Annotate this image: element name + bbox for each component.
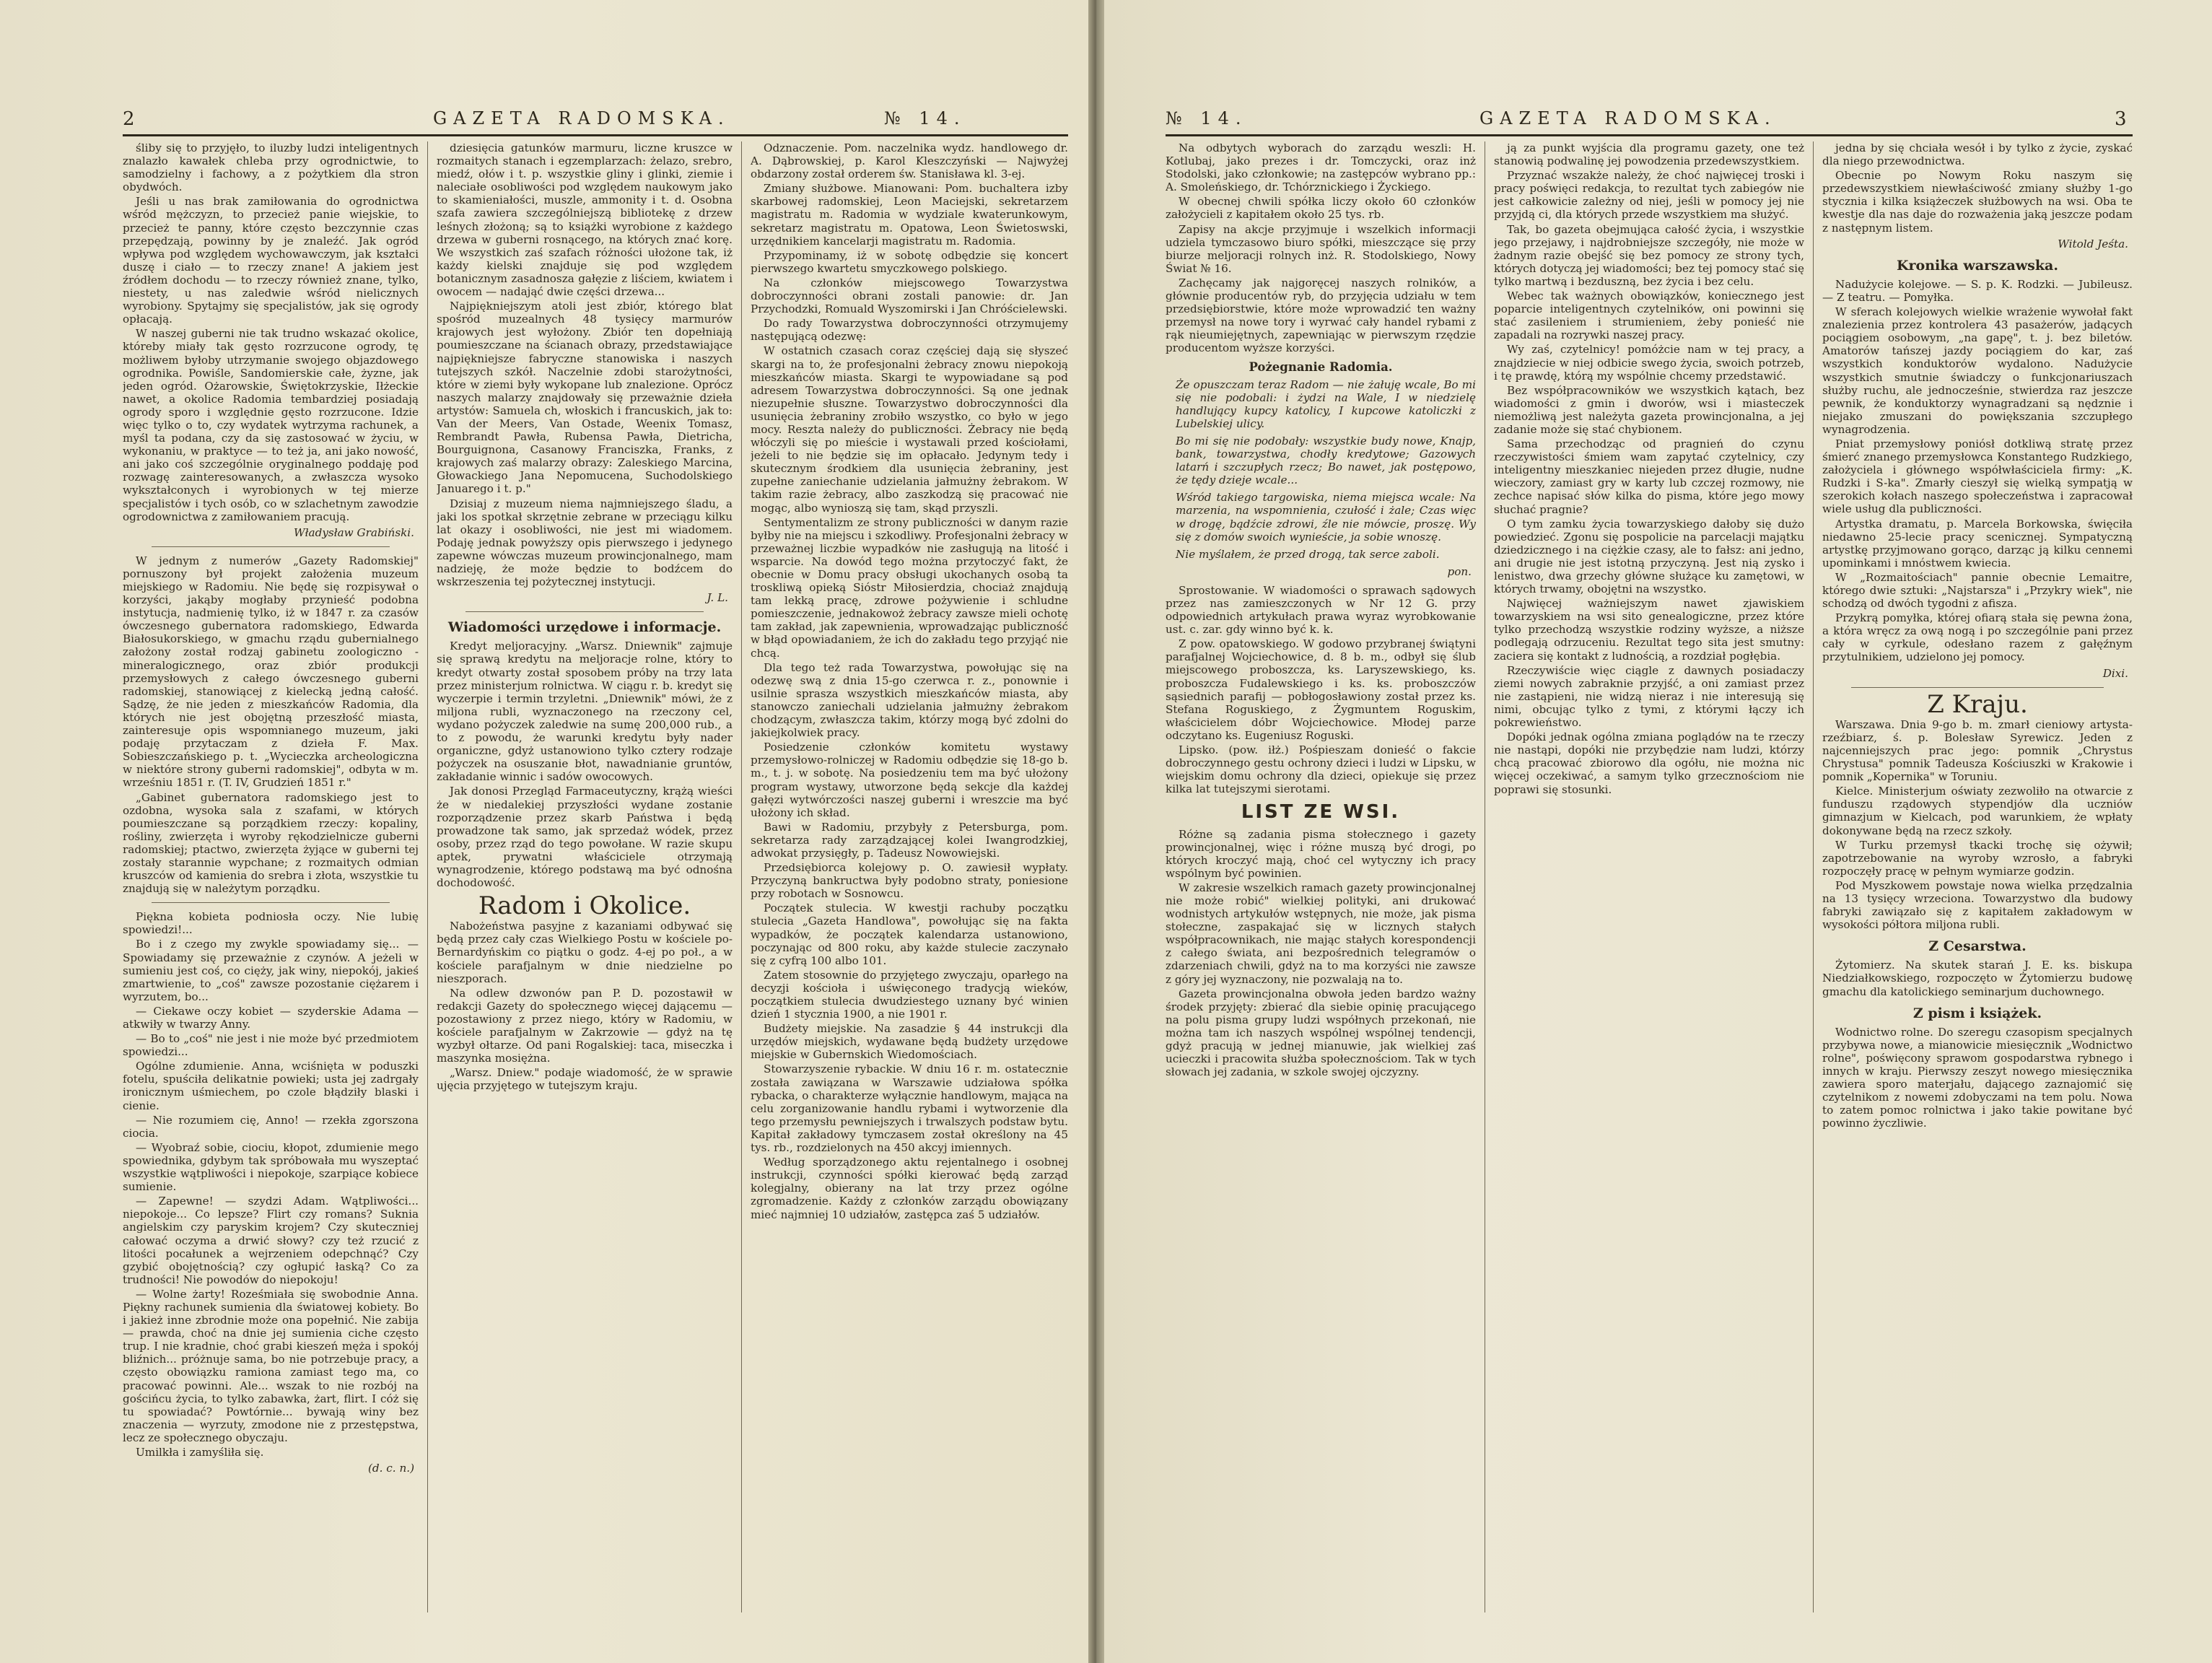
paragraph: Zapisy na akcje przyjmuje i wszelkich informacji udziela tymczasowo biuro spółki, mieszczące się przy biurze meljoracji rolnych inż. R. Stodolskiego, Nowy Świat № 16. bbox=[1166, 222, 1476, 275]
paragraph: Do rady Towarzystwa dobroczynności otrzymujemy następującą odezwę: bbox=[751, 317, 1068, 344]
poem-stanza: Nie myślałem, że przed drogą, tak serce zaboli. bbox=[1176, 547, 1440, 561]
paragraph: Wodnictwo rolne. Do szeregu czasopism specjalnych przybywa nowe, a mianowicie miesięcznik „Wodnictwo rolne", poświęcony sprawom gospodarstwa rybnego i innych w kraju. Pierwszy zeszyt nowego miesięcznika zawiera sporo materjału, dającego zaznajomić się czytelnikom z nowemi zdobyczami na tem polu. Nowa to zatem pomoc rolnictwa i jako takie powitane być powinno życzliwie. bbox=[1822, 1025, 2133, 1130]
paragraph: Piękna kobieta podniosła oczy. Nie lubię spowiedzi!... bbox=[123, 910, 419, 937]
divider bbox=[152, 546, 390, 547]
paragraph: Na odlew dzwonów pan P. D. pozostawił w redakcji Gazety do społecznego więcej dającemu — pozostawiony z przez niego, który w Radomiu, w kościele parafjalnym w Zakrzowie — gdyż na tę wyzbył ołtarze. Od pani Rogalskiej: taca, miseczka i maszynka mosiężna. bbox=[437, 986, 733, 1065]
column-rule bbox=[427, 141, 428, 1612]
right-column-1 bbox=[1166, 141, 1476, 1634]
paragraph: Przykrą pomyłka, której ofiarą stała się pewna żona, a która wręcz za ową nogą i po szczególnie pani przez cały w cyrkule, odesłano razem z gałęźnym przytulnikiem, udzielono jej pomocy. bbox=[1822, 611, 2133, 664]
issue-label: № 14. bbox=[1166, 108, 1248, 128]
paragraph: Odznaczenie. Pom. naczelnika wydz. handlowego dr. A. Dąbrowskiej, p. Karol Kleszczyński — Najwyżej obdarzony został orderem św. Stanisława kl. 3-ej. bbox=[751, 141, 1068, 181]
paragraph: W jednym z numerów „Gazety Radomskiej" pornuszony był projekt założenia muzeum miejskiego w Radomiu. Nie będę się rozpisywał o korzyści, jakąby mogłaby przynieść podobna instytucja, nadmienię tylko, iż w 1847 r. za czasów ówczesnego gubernatora radomskiego, Edwarda Białosukorskiego, w gmachu rządu gubernialnego założony został rodzaj gabinetu zoologiczno - mineralogicznego, oraz zbiór produkcji przemysłowych z całego ówczesnego guberni radomskiej, stanowiącej z kielecką jedną całość. Sądzę, że nie jeden z mieszkańców Radomia, dla których nie jest obojętną przeszłość miasta, zainteresuje opis wspomnianego muzeum, jaki podaję przytaczam z dzieła F. Max. Sobieszczańskiego p. t. „Wycieczka archeologiczna w niektóre strony guberni radomskiej", odbyta w m. wrześniu 1851 r. (T. IV, Grudzień 1851 r." bbox=[123, 554, 419, 790]
paragraph: — Bo to „coś" nie jest i nie może być przedmiotem spowiedzi... bbox=[123, 1032, 419, 1059]
paragraph: Żytomierz. Na skutek starań J. E. ks. biskupa Niedziałkowskiego, rozpoczęto w Żytomierzu budowę gmachu dla katolickiego seminarjum duchownego. bbox=[1822, 959, 2133, 998]
masthead-left bbox=[433, 108, 765, 137]
paragraph: Dla tego też rada Towarzystwa, powołując się na odezwę swą z dnia 15-go czerwca r. z., ponownie i usilnie sprasza wszystkich mieszkańców miasta, aby stanowczo zaniechali udzielania jałmużny żebrakom chodzącym, zwłaszcza takim, którzy mogą być zdolni do jakiejkolwiek pracy. bbox=[751, 660, 1068, 740]
book-gutter bbox=[1088, 0, 1104, 1663]
left-column-2 bbox=[437, 141, 733, 1634]
paragraph: Posiedzenie członków komitetu wystawy przemysłowo-rolniczej w Radomiu odbędzie się 18-go b. m., t. j. w sobotę. Na posiedzeniu tem ma być ułożony program wystawy, utworzone będą sekcje dla każdej gałęzi wytwórczości naszej guberni i wreszcie ma być ułożony ich skład. bbox=[751, 741, 1068, 819]
author-signature: J. L. bbox=[707, 591, 728, 605]
header-rule-right bbox=[1166, 134, 2133, 136]
right-column-3 bbox=[1822, 141, 2133, 1634]
paragraph: Początek stulecia. W kwestji rachuby początku stulecia „Gazeta Handlowa", powołując się na fakta wypadków, że początek kalendarza ustanowiono, poczynając od 800 roku, aby każde stulecie zaczynało się z cyfrą 100 albo 101. bbox=[751, 902, 1068, 967]
paragraph: Umilkła i zamyśliła się. bbox=[136, 1446, 264, 1459]
continuation-note: (d. c. n.) bbox=[368, 1462, 414, 1475]
paragraph: Bawi w Radomiu, przybyły z Petersburga, pom. sekretarza rady zarządzającej kolei Iwangrodzkiej, adwokat przysięgły, p. Tadeusz Nowowiejski. bbox=[751, 820, 1068, 860]
paragraph: „Gabinet gubernatora radomskiego jest to ozdobna, wysoka sala z szafami, w których poumieszczane są porządkiem rzeczy: kopaliny, rośliny, zwierzęta i wyroby rękodzielnicze guberni radomskiej; ptactwo, zwierzęta żyjące w guberni tej zostały starannie wypchane; z rozmaitych odmian kruszców od kamienia do srebra i złota, wszystkie tu znajdują się w należytym porządku. bbox=[123, 790, 419, 896]
paragraph: Dopóki jednak ogólna zmiana poglądów na te rzeczy nie nastąpi, dopóki nie przybędzie nam ludzi, którzy chcą pracować zbiorowo dla ogółu, nie można nic więcej oczekiwać, a samym tylko grzecznościom nie poprawi się stosunki. bbox=[1494, 730, 1804, 796]
left-column-1 bbox=[123, 141, 419, 1634]
left-column-3 bbox=[751, 141, 1068, 1634]
paragraph: Bo i z czego my zwykle spowiadamy się... — Spowiadamy się przeważnie z czynów. A jeżeli w sumieniu jest coś, co cięży, jak winy, niepokój, jakieś zmartwienie, to „coś" zawsze pozostanie ciężarem i wyrzutem, bo... bbox=[123, 938, 419, 1003]
paragraph: Nabożeństwa pasyjne z kazaniami odbywać się będą przez cały czas Wielkiego Postu w kościele po-Bernardyńskim co piątku o godz. 4-ej po poł., a w kościele parafjalnym w dnie niedzielne po nieszporach. bbox=[437, 920, 733, 985]
paragraph: O tym zamku życia towarzyskiego dałoby się dużo powiedzieć. Zgonu się pospolicie na parcelacji majątku dziedzicznego i na ciężkie czasy, ale to fałsz: ani jedno, ani drugie nie jest istotną przyczyną. Jest nią zysko i lenistwo, dwa grzechy główne służące ku zamętowi, w których trwamy, obojętni na wszystko. bbox=[1494, 517, 1804, 596]
column-rule bbox=[741, 141, 742, 1612]
paragraph: Jak donosi Przegląd Farmaceutyczny, krążą wieści że w niedalekiej przyszłości wydane zostanie rozporządzenie przez skarb Państwa i będą prowadzone tak samo, jak sprzedaż wódek, przez osoby, przez rząd do tego powołane. W razie skupu aptek, prywatni właściciele otrzymają wynagrodzenie, którego podstawą ma być odnośna dochodowość. bbox=[437, 785, 733, 890]
paragraph: Jeśli u nas brak zamiłowania do ogrodnictwa wśród mężczyzn, to przecież panie wiejskie, to przecież te panny, które często bezczynnie czas przepędzają, powinny by je znaleźć. Jak ogród wpływa pod względem wychowawczym, jak kształci duszę i ciało — to rzeczy znane! A jakiem jest źródłem dochodu — to rzeczy również znane, tylko, niestety, u nas zaledwie wśród nielicznych wyrobiony. Spytajmy się specjalistów, jak się ogrody opłacają. bbox=[123, 195, 419, 326]
author-signature: Witold Jeśta. bbox=[2058, 237, 2128, 250]
paragraph: Według sporządzonego aktu rejentalnego i osobnej instrukcji, czynności spółki kierować będą zarząd kolegjalny, obierany na lat trzy przez ogólne zgromadzenie. Każdy z członków zarządu obowiązany mieć najmniej 10 udziałów, zastępca zaś 5 udziałów. bbox=[751, 1156, 1068, 1221]
section-heading-warsaw-chronicle: Kronika warszawska. bbox=[1897, 257, 2058, 274]
paragraph: „Warsz. Dniew." podaje wiadomość, że w sprawie ujęcia przyjętego w tutejszym kraju. bbox=[437, 1066, 733, 1093]
paragraph: Przedsiębiorca kolejowy p. O. zawiesił wypłaty. Przyczyną bankructwa były podobno straty, poniesione przy robotach w Sosnowcu. bbox=[751, 861, 1068, 901]
paragraph: Różne są zadania pisma stołecznego i gazety prowincjonalnej, więc i różne muszą być drogi, po których kroczyć mają, choć cel wytyczny ich pracy wspólnym być powinien. bbox=[1166, 827, 1476, 880]
paragraph: W „Rozmaitościach" pannie obecnie Lemaitre, którego dwie sztuki: „Najstarsza" i „Przykry wiek", nie schodzą od dwóch tygodni z afisza. bbox=[1822, 570, 2133, 611]
section-heading-country: Z Kraju. bbox=[1927, 689, 2028, 719]
paragraph: W obecnej chwili spółka liczy około 60 członków założycieli z kapitałem około 25 tys. rb. bbox=[1166, 195, 1476, 222]
divider bbox=[152, 902, 390, 903]
issue-number-right bbox=[1166, 108, 1267, 137]
section-heading-radom: Radom i Okolice. bbox=[478, 891, 691, 921]
author-signature: pon. bbox=[1447, 564, 1472, 578]
masthead-right bbox=[1479, 108, 1811, 137]
paragraph: Sprostowanie. W wiadomości o sprawach sądowych przez nas zamieszczonych w Nr 12 G. przy odpowiednich artykułach prawa wyraz wyrobkowanie ust. c. zar. gdy winno być k. k. bbox=[1166, 583, 1476, 637]
paragraph: — Wolne żarty! Roześmiała się swobodnie Anna. Piękny rachunek sumienia dla światowej kobiety. Bo i jakież inne zbrodnie może ona popełnić. Nie zabija — prawda, choć na dnie jej sumienia ciche często trup. I nie kradnie, choć grabi kieszeń męża i spokój bliźnich... próżnuje sama, bo nie potrzebuje pracy, a często obowiązku ramiona zamiast tego ma, co pracować powinni. Ale... wszak to nie rozbój na gościńcu życia, to tylko zabawka, żart, flirt. I cóż się tu spowiadać? Powtórnie... bywają winy bez znaczenia — wyrzuty, zmodone nie z przestępstwa, lecz ze społecznego obyczaju. bbox=[123, 1287, 419, 1444]
paragraph: — Ciekawe oczy kobiet — szyderskie Adama — atkwiły w twarzy Anny. bbox=[123, 1004, 419, 1031]
section-heading-official-news: Wiadomości urzędowe i informacje. bbox=[447, 619, 722, 636]
poem-stanza: Wśród takiego targowiska, niema miejsca wcale: Na marzenia, na wspomnienia, czułość i żale; Czas więc w drogę, bądźcie zdrowi, źle nie mówcie, proszę. Wy się z domów swoich wynieście, ja sobie wnoszę. bbox=[1176, 491, 1476, 544]
paragraph: Przypominamy, iż w sobotę odbędzie się koncert pierwszego kwartetu smyczkowego polskiego. bbox=[751, 248, 1068, 275]
paragraph: ją za punkt wyjścia dla programu gazety, one też stanowią podwalinę jej powodzenia przedewszystkiem. bbox=[1494, 141, 1804, 168]
poem-stanza: Bo mi się nie podobały: wszystkie budy nowe, Knajp, bank, towarzystwa, chodły kredytowe; Gazowych latarń i szczupłych rzecz; Bo nawet, jak postępowo, że tędy dzieje wcale... bbox=[1176, 434, 1476, 487]
poem-title: Pożegnanie Radomia. bbox=[1249, 359, 1393, 374]
paragraph: Na odbytych wyborach do zarządu weszli: H. Kotlubaj, jako prezes i dr. Tomczycki, oraz inż Stodolski, jako członkowie; na zastępców wybrano pp.: A. Smoleńskiego, dr. Tchórznickiego i Życkiego. bbox=[1166, 141, 1476, 194]
section-heading-letter: LIST ZE WSI. bbox=[1241, 801, 1401, 824]
paragraph: Z pow. opatowskiego. W godowo przybranej świątyni parafjalnej Wojciechowice, d. 8 b. m., odbył się ślub miejscowego proboszcza, ks. Laryszewskiego, ks. proboszcza Fudalewskiego i ks. ks. proboszczów sąsiednich parafij — pobłogosławiony został przez ks. Stefana Roguskiego, z Żygmuntem Roguskim, właścicielem dóbr Wojciechowice. Młodej parze odczytano ks. Eugeniusz Roguski. bbox=[1166, 637, 1476, 742]
author-signature: Dixi. bbox=[2102, 666, 2128, 680]
column-rule bbox=[1813, 141, 1814, 1612]
paragraph: Bez współpracowników we wszystkich kątach, bez wiadomości z gmin i dworów, wsi i miasteczek niemożliwą jest należyta gazeta prowincjonalna, a jej zadanie może się stać chybionem. bbox=[1494, 383, 1804, 436]
paragraph: W naszej guberni nie tak trudno wskazać okolice, któreby miały tak gęsto rozrzucone ogrody, tę możliwem byłoby utrzymanie swojego objazdowego ogrodnika. Powiśle, Sandomierskie całe, żyzne, jak jeden ogród. Ożarowskie, Świętokrzyskie, Iłżeckie nawet, a okolice Radomia tembardziej posiadają ogrody sporo i względnie gęsto rozrzucone. Idzie więc tylko o to, czy wydatek wytrzyma rachunek, a myśl ta podana, czy da się zastosować w życiu, w wykonaniu, w praktyce — to też ja, ani jako nowość, ani jako coś szczególnie oryginalnego poddaję pod rozwagę zainteresowanych, a zwłaszcza wysoko wykształconych i wyrobionych w tej mierze specjalistów i tych osób, co w szlachetnym zawodzie ogrodownictwa z zamiłowaniem pracują. bbox=[123, 327, 419, 523]
left-page bbox=[0, 0, 1088, 1663]
paragraph: Sentymentalizm ze strony publiczności w danym razie byłby nie na miejscu i szkodliwy. Profesjonalni żebracy w przeważnej liczbie wypadków nie zasługują na litość i wsparcie. Na dowód tego można przytoczyć fakt, że obecnie w Domu pracy obsługi ukochanych osobą ta troskliwą opieką Sióstr Miłosierdzia, chociaż znajdują tam lekką pracę, zdrowe pożywienie i schludne pomieszczenie, jednakowoż żebracy zawsze mieli ochotę tam zakład, jak zapewnienia, wprowadzając publiczność w błąd opowiadaniem, że ich do zakładu tego przyjąć nie chcą. bbox=[751, 515, 1068, 660]
paragraph: Najwięcej ważniejszym nawet zjawiskiem towarzyskiem na wsi sito genealogiczne, przez które tylko przechodzą wszystkie rodziny wyższe, a niższe podlegają odrzuceniu. Rezultat tego sita jest smutny: zaciera się kontakt z ludnością, a rozdział pogłębia. bbox=[1494, 597, 1804, 663]
paragraph: Tak, bo gazeta obejmująca całość życia, i wszystkie jego przejawy, i najdrobniejsze szczegóły, nie może w żadnym razie obejść się bez pomocy ze strony tych, których dotyczą jej wiadomości; bez tej pomocy stać się tylko martwą i bezduszną, bez życia i bez celu. bbox=[1494, 222, 1804, 288]
page-number-right: 3 bbox=[2115, 108, 2127, 130]
paragraph: Najpiękniejszym atoli jest zbiór, którego blat spośród muzealnych 48 tysięcy marmurów krajowych jest wyłożony. Zbiór ten dopełniają poumieszczane na ścianach obrazy, przedstawiające najpiękniejsze fabryczne stanowiska i naszych tutejszych szkół. Naczelnie zdobi starożytności, które w ziemi były wykopane lub znalezione. Oprócz naszych malarzy znajdowały się przeważnie dzieła artystów: Samuela ch, włoskich i francuskich, jak to: Van der Meers, Van Ostade, Weenix Tomasz, Rembrandt Pawła, Rubensa Pawła, Dietricha, Bourguignona, Casanowy Franciszka, Franks, z krajowych zaś malarzy obrazy: Zaleskiego Marcina, Głowackiego Jana Nepomucena, Suchodolskiego Januarego i t. p." bbox=[437, 300, 733, 496]
issue-number-left bbox=[884, 108, 985, 137]
paragraph: Wy zaś, czytelnicy! pomóżcie nam w tej pracy, a znajdziecie w niej odbicie swego życia, swoich potrzeb, i tę prawdę, którą my wspólnie chcemy przedstawić. bbox=[1494, 343, 1804, 383]
paragraph: Kredyt meljoracyjny. „Warsz. Dniewnik" zajmuje się sprawą kredytu na meljoracje rolne, który to kredyt otwarty został sposobem próby na trzy lata przez ministerjum rolnictwa. W ciągu r. b. kredyt się wyczerpie i termin trzyletni. „Dniewnik" mówi, że z miljona rubli, wyznaczonego na rzeczony cel, wydano pożyczek zaledwie na sumę 200,000 rub., a to z powodu, że warunki kredytu były nader organiczne, gdyż ustanowiono tylko cztery rodzaje pożyczek na osuszanie błot, nawadnianie gruntów, zakładanie winnic i sadów owocowych. bbox=[437, 640, 733, 784]
paragraph: Przyznać wszakże należy, że choć najwięcej troski i pracy poświęci redakcja, to rezultat tych zabiegów nie jest całkowicie zależny od niej, jeśli w pomocy jej nie przyjdą ci, dla których przede wszystkiem ma służyć. bbox=[1494, 169, 1804, 222]
masthead-title: GAZETA RADOMSKA. bbox=[433, 108, 730, 128]
paragraph: Obecnie po Nowym Roku naszym się przedewszystkiem niewłaściwość zmiany służby 1-go stycznia i kilka książeczek służbowych na wsi. Oba te kwestje dla nas daje do rozważenia jaką jeszcze podam z następnym listem. bbox=[1822, 169, 2133, 235]
paragraph: Pod Myszkowem powstaje nowa wielka przędzalnia na 13 tysięcy wrzeciona. Towarzystwo dla budowy fabryki zawiązało się z kapitałem zakładowym w wysokości półtora miljona rubli. bbox=[1822, 878, 2133, 932]
author-signature: Władysław Grabiński. bbox=[294, 525, 414, 539]
paragraph: Na członków miejscowego Towarzystwa dobroczynności obrani zostali panowie: dr. Jan Przychodzki, Romuald Wyszomirski i Jan Chróścielewski. bbox=[751, 276, 1068, 316]
paragraph: Zatem stosownie do przyjętego zwyczaju, oparłego na decyzji kościoła i uświęconego tradycją wieków, początkiem stulecia dwudziestego uznany być winien dzień 1 stycznia 1900, a nie 1901 r. bbox=[751, 968, 1068, 1021]
paragraph: dziesięcia gatunków marmuru, liczne kruszce w rozmaitych stanach i egzemplarzach: żelazo, srebro, miedź, ołów i t. p. wszystkie gliny i glinki, ziemie i naleciałe osobliwości pod względem naukowym jako to skamieniałości, muszle, ammonity i t. d. Osobna szafa zawiera szczególniejszą bibliotekę z drzew leśnych złożoną; są to książki wyrobione z każdego drzewa w guberni rosnącego, na których znać korę. We wszystkich zaś szafach różności ułożone tak, iż każdy kielski znajduje się pod względem botanicznym zasadnosza gałęzie z liściem, kwiatem i owocem — nadająć dwie części drzewa... bbox=[437, 141, 733, 299]
masthead-title: GAZETA RADOMSKA. bbox=[1479, 108, 1777, 128]
paragraph: W sferach kolejowych wielkie wrażenie wywołał fakt znalezienia przez kontrolera 43 pasażerów, jadących pociągiem osobowym, „na gapę", t. j. bez biletów. Amatorów tańszej jazdy pociągiem do kar, zaś wszystkich konduktorów wydalono. Nadużycie wszystkich smutnie świadczy o funkcjonariuszach służby ruchu, ale jednocześnie, stwierdza raz jeszcze pewnik, że konduktorzy wynagradzani są nędznie i niejako zmuszani do powiększania szczupłego wynagrodzenia. bbox=[1822, 305, 2133, 436]
paragraph: — Wyobraź sobie, ciociu, kłopot, zdumienie mego spowiednika, gdybym tak spróbowała mu wyszeptać wszystkie wątpliwości i niepokoje, szarpiące kobiece sumienie. bbox=[123, 1140, 419, 1194]
divider bbox=[465, 611, 704, 612]
paragraph: Nadużycie kolejowe. — S. p. K. Rodzki. — Jubileusz. — Z teatru. — Pomyłka. bbox=[1822, 277, 2133, 304]
paragraph: Stowarzyszenie rybackie. W dniu 16 r. m. ostatecznie została zawiązana w Warszawie udziałowa spółka rybacka, o charakterze wyłącznie handlowym, mająca na celu zorganizowanie handlu rybami i wytworzenie dla tego przemysłu pewniejszych i trwalszych podstaw bytu. Kapitał zakładowy tymczasem został określony na 45 tys. rb., rozdzielonych na 450 akcyj imiennych. bbox=[751, 1062, 1068, 1155]
paragraph: — Nie rozumiem cię, Anno! — rzekła zgorszona ciocia. bbox=[123, 1113, 419, 1140]
section-heading-empire: Z Cesarstwa. bbox=[1928, 938, 2027, 955]
paragraph: — Zapewne! — szydzi Adam. Wątpliwości... niepokoje... Co lepsze? Flirt czy romans? Suknia angielskim czy paryskim krojem? Czy skuteczniej całować oczyma a drwić słowy? czy też rzucić z litości pocałunek a wejrzeniem odepchnąć? Czy gzybić obojętnością? czy ogłupić łaską? Co za trudności! Nie powodów do niepokoju! bbox=[123, 1195, 419, 1286]
paragraph: Lipsko. (pow. iłż.) Pośpieszam donieść o fakcie dobroczynnego gestu ochrony dzieci i ludzi w Lipsku, w wiejskim domu ochrony dla dzieci, opiekuje się przez kilka lat tutejszymi sierotami. bbox=[1166, 743, 1476, 796]
page-number-left: 2 bbox=[123, 108, 135, 130]
right-column-2 bbox=[1494, 141, 1804, 1634]
paragraph: Gazeta prowincjonalna obwoła jeden bardzo ważny środek przyjęty: zbierać dla siebie opinię pracującego na polu pisma grupy ludzi współnych przekonań, nie można tam ich naszych wspólnej wspólnej tendencji, gdyż pracują w jednej mianuwie, jak wielkiej zaś ucieczki i pracowita służba społecznościom. Tak w tych słowach jej zadania, w szkole swojej ojczyzny. bbox=[1166, 987, 1476, 1079]
right-page bbox=[1104, 0, 2212, 1663]
paragraph: Budżety miejskie. Na zasadzie § 44 instrukcji dla urzędów miejskich, wydawane będą budżety urzędowe miejskie w Gubernskich Wiedomościach. bbox=[751, 1022, 1068, 1062]
paragraph: Sama przechodząc od pragnień do czynu rzeczywistości śmiem wam zapytać czytelnicy, czy inteligentny mieszkaniec niejeden przez długie, nudne wieczory, zamiast gry w karty lub czczej rozmowy, nie zechce napisać słów kilka do pisma, które jego mowy słuchać pragnie? bbox=[1494, 437, 1804, 516]
paragraph: Pniat przemysłowy poniósł dotkliwą stratę przez śmierć znanego przemysłowca Konstantego Rudzkiego, założyciela i głównego współwłaściciela firmy: „K. Rudzki i S-ka". Zmarły cieszył się wielką sympatją w szerokich kołach naszego społeczeństwa i zapracował wiele usług dla publiczności. bbox=[1822, 437, 2133, 516]
paragraph: Artystka dramatu, p. Marcela Borkowska, święciła niedawno 25-lecie pracy scenicznej. Sympatyczną artystkę przyjmowano gorąco, darząc ją kilku cennemi upominkami i mnóstwem kwiecia. bbox=[1822, 517, 2133, 569]
paragraph: W ostatnich czasach coraz częściej dają się słyszeć skargi na to, że profesjonalni żebracy znowu niepokoją mieszkańców miasta. Skargi te wypowiadane są pod adresem Towarzystwa dobroczynności. Są one jednak niezupełnie słuszne. Towarzystwo dobroczynności dla usunięcia żebraniny zrobiło wszystko, co było w jego mocy. Reszta należy do publiczności. Żebracy nie będą włóczyli się po mieście i wystawali przed kościołami, jeżeli to nie będzie się im opłacało. Jedynym tedy i skutecznym środkiem dla usunięcia żebraniny, jest zupełne zaniechanie udzielania jałmużny żebrakom. W takim razie żebracy, albo zaszkodzą się pracować nie mogąc, albo wynioszą się tam, skąd przyszli. bbox=[751, 344, 1068, 515]
issue-label: № 14. bbox=[884, 108, 966, 128]
paragraph: Ogólne zdumienie. Anna, wciśnięta w poduszki fotelu, spuściła delikatnie powieki; usta jej zadrgały ironicznym uśmiechem, po czole błądziły blaski i cienie. bbox=[123, 1060, 419, 1112]
poem-stanza: Że opuszczam teraz Radom — nie żałuję wcale, Bo mi się nie podobali: i żydzi na Wale, I w niedzielę handlujący kupcy katolicy, I kupcowe katoliczki z Lubelskiej ulicy. bbox=[1176, 377, 1476, 430]
paragraph: Kielce. Ministerjum oświaty zezwoliło na otwarcie z funduszu rządowych stypendjów dla uczniów gimnazjum w Kielcach, pod warunkiem, że wpłaty dokonywane będą na rzecz szkoły. bbox=[1822, 785, 2133, 837]
paragraph: śliby się to przyjęło, to iluzby ludzi inteligentnych znalazło kawałek chleba przy ogrodnictwie, to samodzielny i fachowy, a z pożytkiem dla stron obydwóch. bbox=[123, 141, 419, 194]
paragraph: Zmiany służbowe. Mianowani: Pom. buchaltera izby skarbowej radomskiej, Leon Maciejski, sekretarzem magistratu m. Radomia w wydziale kwaterunkowym, sekretarz magistratu m. Opatowa, Leon Świetoswski, urzędnikiem kancelarji magistratu m. Radomia. bbox=[751, 182, 1068, 248]
paragraph: Zachęcamy jak najgoręcej naszych rolników, a głównie producentów ryb, do przyjęcia udziału w tem przedsiębiorstwie, które może wprowadzić ten ważny przemysł na nowe tory i wyrwać cały handel rybami z rąk nieumiejętnych, zapewniając w pierwszym rzędzie producentom wyższe korzyści. bbox=[1166, 276, 1476, 355]
paragraph: Rzeczywiście więc ciągle z dawnych posiadaczy ziemi nowych zabraknie przyjść, a oni zamiast przez nie zastąpieni, nie widzą nieraz i nie interesują się nimi, obcując tylko z tymi, z którymi łączy ich pokrewieństwo. bbox=[1494, 663, 1804, 730]
paragraph: jedna by się chciała wesół i by tylko z życie, zyskać dla niego przewodnictwa. bbox=[1822, 141, 2133, 168]
paragraph: Dzisiaj z muzeum niema najmniejszego śladu, a jaki los spotkał skrzętnie zebrane w przeciągu kilku lat okazy i osobliwości, nie jest mi wiadomem. Podaję jednak powyższy opis pierwszego i jedynego zapewne wówczas muzeum prowincjonalnego, mam nadzieję, że może będzie to bodźcem do wskrzeszenia tej pożytecznej instytucji. bbox=[437, 497, 733, 589]
paragraph: Webec tak ważnych obowiązków, koniecznego jest poparcie inteligentnych czytelników, oni powinni się stać zasileniem i strumieniem, żeby ponieść nie zapadali na rozrywki naszej pracy. bbox=[1494, 289, 1804, 342]
paragraph: W Turku przemysł tkacki trochę się ożywił; zapotrzebowanie na wyroby wzrosło, a fabryki rozpoczęły pracę w pełnym wymiarze godzin. bbox=[1822, 838, 2133, 878]
paragraph: W zakresie wszelkich ramach gazety prowincjonalnej nie może robić" wielkiej polityki, ani drukować wodnistych artykułów wstępnych, nie może, jak pisma stołeczne, zaspakajać się w licznych stałych współpracownikach, nie mając stałych korespondencji z całego świata, ani bezpośrednich telegramów o zdarzeniach chwili, gdyż na to ma korzyści nie zawsze z góry jej wyznaczony, nie pozwalają na to. bbox=[1166, 881, 1476, 986]
header-rule-left bbox=[123, 134, 1068, 136]
divider bbox=[1851, 687, 2104, 688]
paragraph: Warszawa. Dnia 9-go b. m. zmarł cieniowy artysta-rzeźbiarz, ś. p. Bolesław Syrewicz. Jeden z najcenniejszych prac jego: pomnik „Chrystus Chrystusa" pomnik Tadeusza Kościuszki w Krakowie i pomnik „Kopernika" w Toruniu. bbox=[1822, 717, 2133, 784]
section-heading-press-books: Z pism i książek. bbox=[1912, 1005, 2042, 1021]
